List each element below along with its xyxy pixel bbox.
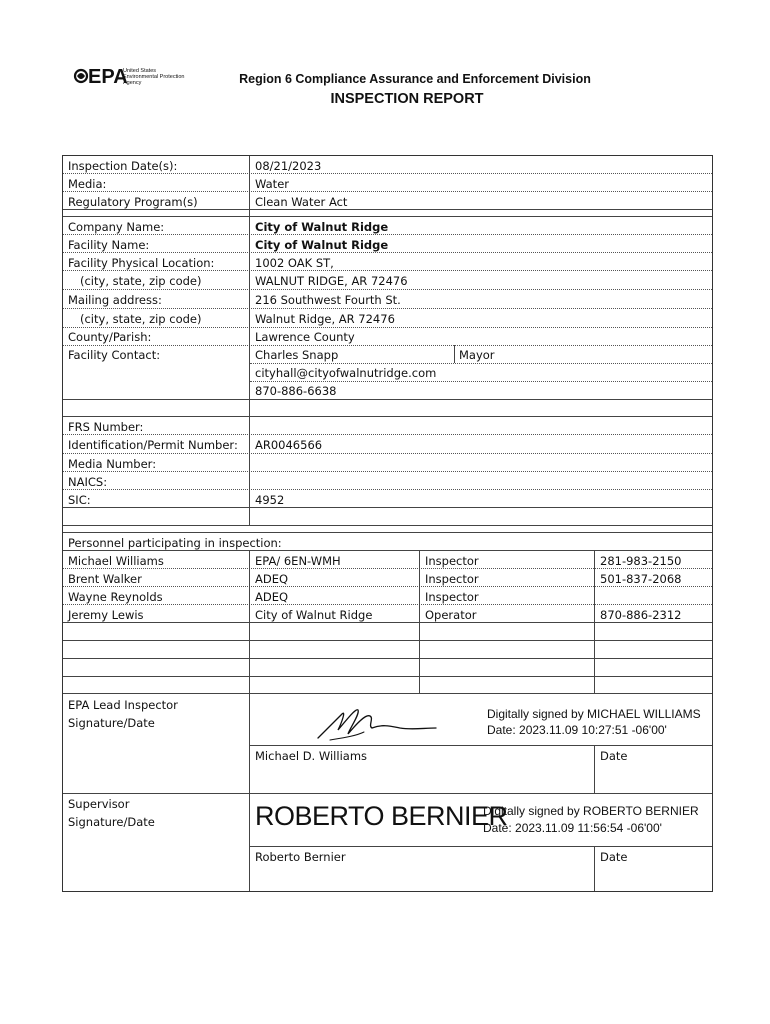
supervisor-label: Supervisor (68, 797, 130, 811)
supervisor-digital-signature-line1: Digitally signed by ROBERTO BERNIER (483, 804, 699, 818)
personnel-org: ADEQ (255, 572, 289, 586)
media-value: Water (255, 177, 289, 191)
inspection-dates-value: 08/21/2023 (255, 159, 322, 173)
supervisor-printed-name: Roberto Bernier (255, 850, 346, 864)
permit-number-label: Identification/Permit Number: (68, 438, 238, 452)
permit-number-value: AR0046566 (255, 438, 323, 452)
physical-location-label: Facility Physical Location: (68, 256, 215, 270)
mailing-address-line1: 216 Southwest Fourth St. (255, 293, 401, 307)
sic-label: SIC: (68, 493, 91, 507)
personnel-role: Inspector (425, 572, 479, 586)
personnel-org: ADEQ (255, 590, 289, 604)
physical-location-line2: WALNUT RIDGE, AR 72476 (255, 274, 408, 288)
physical-location-sublabel: (city, state, zip code) (80, 274, 202, 288)
company-name-label: Company Name: (68, 220, 165, 234)
lead-date-label: Date (600, 749, 628, 763)
personnel-org: EPA/ 6EN-WMH (255, 554, 341, 568)
mailing-address-label: Mailing address: (68, 293, 162, 307)
lead-inspector-label: EPA Lead Inspector (68, 698, 178, 712)
facility-contact-title: Mayor (459, 348, 495, 362)
personnel-heading: Personnel participating in inspection: (68, 536, 282, 550)
media-label: Media: (68, 177, 107, 191)
report-title: INSPECTION REPORT (330, 91, 484, 107)
supervisor-signature-date-label: Signature/Date (68, 815, 155, 829)
lead-signature-date-label: Signature/Date (68, 716, 155, 730)
naics-label: NAICS: (68, 475, 108, 489)
personnel-phone: 870-886-2312 (600, 608, 682, 622)
agency-line-1: United States (123, 68, 157, 74)
agency-line-2: Environmental Protection (123, 74, 185, 80)
handwritten-signature-michael-williams (312, 700, 472, 744)
physical-location-line1: 1002 OAK ST, (255, 256, 334, 270)
county-value: Lawrence County (255, 330, 355, 344)
mailing-address-sublabel: (city, state, zip code) (80, 312, 202, 326)
regulatory-program-label: Regulatory Program(s) (68, 195, 198, 209)
facility-contact-name: Charles Snapp (255, 348, 339, 362)
lead-printed-name: Michael D. Williams (255, 749, 368, 763)
inspection-dates-label: Inspection Date(s): (68, 159, 178, 173)
division-heading: Region 6 Compliance Assurance and Enforcement Division (239, 72, 591, 86)
personnel-role: Operator (425, 608, 477, 622)
facility-name-label: Facility Name: (68, 238, 150, 252)
personnel-name: Brent Walker (68, 572, 142, 586)
agency-line-3: Agency (123, 80, 142, 86)
lead-digital-signature-date: Date: 2023.11.09 10:27:51 -06'00' (487, 723, 667, 737)
mailing-address-line2: Walnut Ridge, AR 72476 (255, 312, 395, 326)
personnel-org: City of Walnut Ridge (255, 608, 373, 622)
supervisor-date-label: Date (600, 850, 628, 864)
lead-digital-signature-line1: Digitally signed by MICHAEL WILLIAMS (487, 707, 701, 721)
personnel-phone: 501-837-2068 (600, 572, 682, 586)
media-number-label: Media Number: (68, 457, 157, 471)
personnel-role: Inspector (425, 590, 479, 604)
regulatory-program-value: Clean Water Act (255, 195, 348, 209)
facility-contact-label: Facility Contact: (68, 348, 161, 362)
facility-contact-email: cityhall@cityofwalnutridge.com (255, 366, 437, 380)
supervisor-signature-name: ROBERTO BERNIER (255, 801, 508, 831)
supervisor-digital-signature-date: Date: 2023.11.09 11:56:54 -06'00' (483, 821, 662, 835)
company-name-value: City of Walnut Ridge (255, 220, 389, 234)
personnel-name: Jeremy Lewis (68, 608, 144, 622)
frs-number-label: FRS Number: (68, 420, 144, 434)
personnel-role: Inspector (425, 554, 479, 568)
personnel-name: Michael Williams (68, 554, 164, 568)
personnel-phone: 281-983-2150 (600, 554, 682, 568)
epa-logo-text: EPA (88, 66, 128, 88)
county-label: County/Parish: (68, 330, 152, 344)
personnel-name: Wayne Reynolds (68, 590, 163, 604)
facility-name-value: City of Walnut Ridge (255, 238, 389, 252)
sic-value: 4952 (255, 493, 285, 507)
facility-contact-phone: 870-886-6638 (255, 384, 337, 398)
